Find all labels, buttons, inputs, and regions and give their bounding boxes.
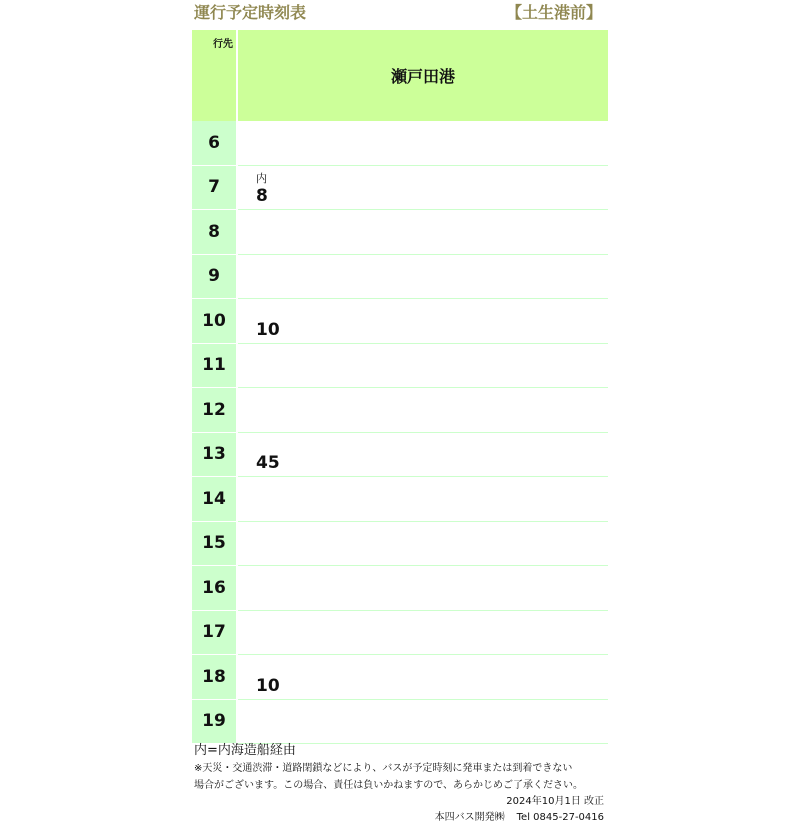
departure-minute: 45 [256,453,280,473]
table-row [192,299,608,344]
corner-cell [192,30,236,121]
legend: 内=内海造船経由 [194,743,296,758]
hour-cell: 18 [192,655,236,700]
hour-cell: 12 [192,388,236,433]
departure-entry [256,663,280,697]
table-row [192,121,608,166]
departure-cell [238,299,608,344]
departure-cell [238,433,608,478]
departure-minute: 10 [256,675,280,696]
table-row [192,255,608,300]
company-info [194,809,604,826]
departure-cell [238,166,608,211]
departure-cell [238,655,608,700]
departure-entry [256,173,268,207]
table-row [192,522,608,567]
table-row [192,566,608,611]
company-name: 本四バス開発㈱ [434,812,505,823]
notice-line-1: ※天災・交通渋滞・道路閉鎖などにより、バスが予定時刻に発車または到着できない [194,763,573,774]
table-row [192,388,608,433]
route-mark [256,440,280,452]
corner-label: 行先 [213,39,233,50]
route-mark [256,663,280,675]
departure-entry [256,307,280,341]
stop-name: 【土生港前】 [505,3,602,22]
company-tel: Tel 0845-27-0416 [516,812,604,823]
departure-minute: 10 [256,319,280,340]
timetable [192,30,608,744]
departure-cell [238,566,608,611]
table-row [192,477,608,522]
hour-cell: 15 [192,522,236,567]
hour-cell: 17 [192,611,236,656]
timetable-rows [192,121,608,744]
hour-cell: 14 [192,477,236,522]
page-title: 運行予定時刻表 [194,3,307,22]
departure-cell [238,388,608,433]
hour-cell: 6 [192,121,236,166]
departure-cell [238,611,608,656]
departure-cell [238,210,608,255]
table-row [192,655,608,700]
hour-cell: 19 [192,700,236,745]
hour-cell: 13 [192,433,236,478]
destination-header: 瀬戸田港 [238,30,608,121]
table-row [192,611,608,656]
table-row [192,700,608,745]
hour-cell: 9 [192,255,236,300]
hour-cell: 8 [192,210,236,255]
footer [194,742,604,826]
revision-date: 2024年10月1日 改正 [506,796,604,807]
route-mark [256,307,280,319]
hour-cell: 7 [192,166,236,211]
departure-cell [238,477,608,522]
table-row [192,166,608,211]
departure-minute: 8 [256,186,268,206]
departure-cell [238,522,608,567]
hour-cell: 16 [192,566,236,611]
table-row [192,433,608,478]
departure-cell [238,121,608,166]
departure-cell [238,344,608,389]
hour-cell: 11 [192,344,236,389]
table-row [192,344,608,389]
hour-cell: 10 [192,299,236,344]
departure-entry [256,440,280,474]
departure-cell [238,255,608,300]
notice-line-2: 場合がございます。この場合、責任は負いかねますので、あらかじめご了承ください。 [194,780,583,791]
route-mark: 内 [256,172,267,185]
timetable-header [192,30,608,121]
departure-cell [238,700,608,745]
table-row [192,210,608,255]
